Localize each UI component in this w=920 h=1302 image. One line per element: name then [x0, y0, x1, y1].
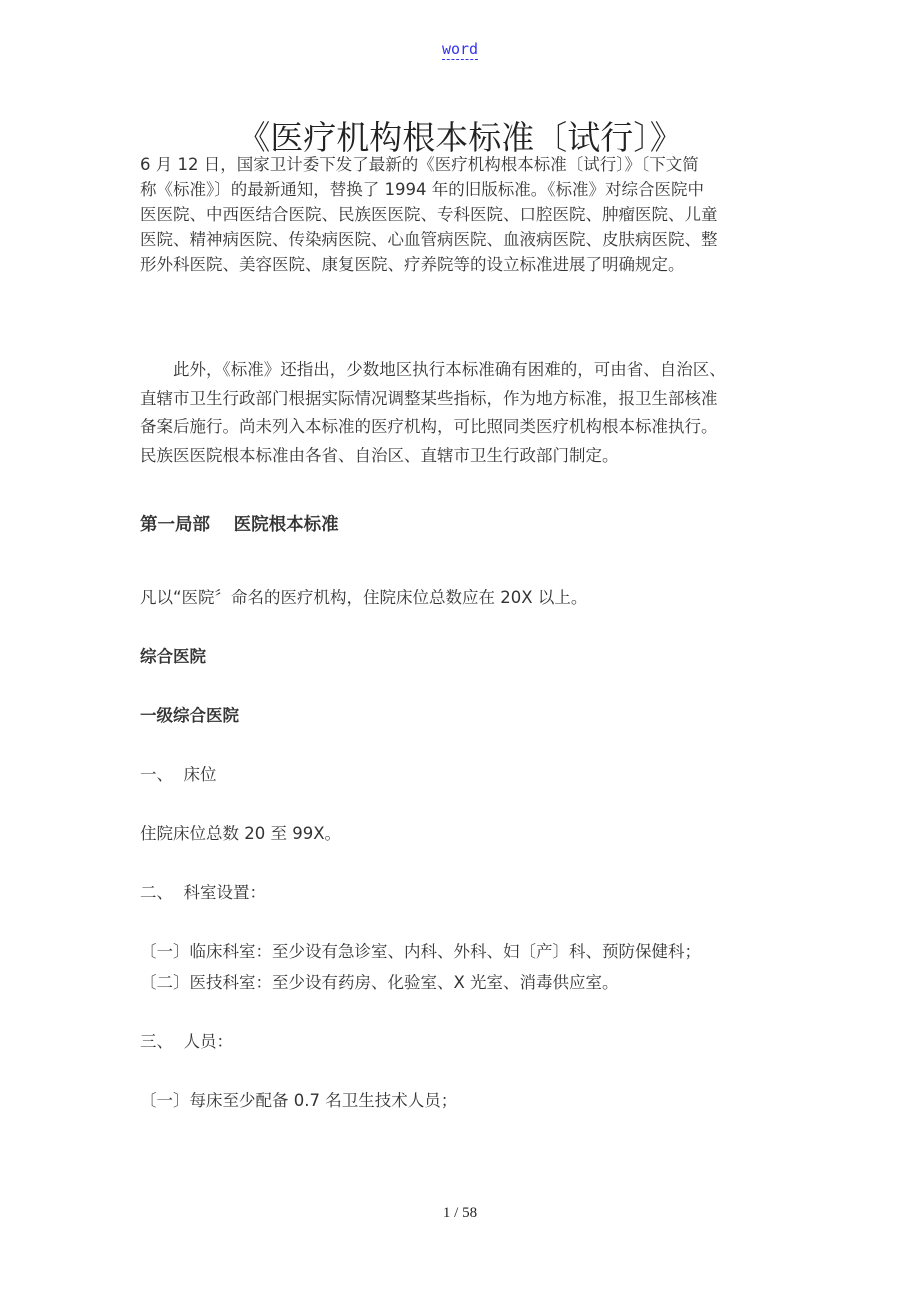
item2-title: 二、 科室设置： — [140, 883, 266, 902]
paragraph-line: 直辖市卫生行政部门根据实际情况调整某些指标，作为地方标准，报卫生部核准 — [140, 388, 718, 408]
item2-sub2: 〔二〕医技科室：至少设有药房、化验室、X 光室、消毒供应室。 — [140, 973, 619, 992]
item1-text: 住院床位总数 20 至 99X。 — [140, 824, 342, 843]
page-number: 1 / 58 — [442, 1205, 478, 1221]
header-link[interactable] — [0, 40, 920, 58]
paragraph-line: 医医院、中西医结合医院、民族医医院、专科医院、口腔医院、肿瘤医院、儿童 — [140, 205, 718, 224]
intro-paragraph — [140, 152, 790, 277]
heading-general-hospital: 综合医院 — [140, 647, 206, 666]
paragraph-line: 医院、精神病医院、传染病医院、心血管病医院、血液病医院、皮肤病医院、整 — [140, 230, 718, 249]
paragraph-line: 此外，《标准》还指出，少数地区执行本标准确有困难的，可由省、自治区、 — [140, 360, 726, 379]
item3-title: 三、 人员： — [140, 1032, 233, 1051]
document-title: 《医疗机构根本标准〔试行〕》 — [237, 118, 683, 157]
paragraph-line: 形外科医院、美容医院、康复医院、疗养院等的设立标准进展了明确规定。 — [140, 255, 685, 274]
paragraph-line: 称《标准》〕的最新通知，替换了 1994 年的旧版标准。《标准》对综合医院中 — [140, 180, 704, 199]
rule-text: 凡以“医院〞命名的医疗机构，住院床位总数应在 20X 以上。 — [140, 588, 588, 607]
paragraph-line: 民族医医院根本标准由各省、自治区、直辖市卫生行政部门制定。 — [140, 445, 619, 465]
paragraph-line: 备案后施行。尚未列入本标准的医疗机构，可比照同类医疗机构根本标准执行。 — [140, 417, 718, 436]
heading-level1-hospital: 一级综合医院 — [140, 706, 239, 725]
paragraph-line: 6 月 12 日，国家卫计委下发了最新的《医疗机构根本标准〔试行〕》〔下文简 — [140, 155, 699, 174]
item2-sub1: 〔一〕临床科室：至少设有急诊室、内科、外科、妇〔产〕科、预防保健科； — [140, 942, 701, 961]
item1-title: 一、 床位 — [140, 765, 217, 784]
section-heading: 第一局部 医院根本标准 — [140, 515, 339, 535]
item3-sub1: 〔一〕每床至少配备 0.7 名卫生技术人员； — [140, 1091, 458, 1110]
supplement-paragraph — [140, 356, 790, 470]
header-label[interactable]: word — [441, 40, 479, 58]
